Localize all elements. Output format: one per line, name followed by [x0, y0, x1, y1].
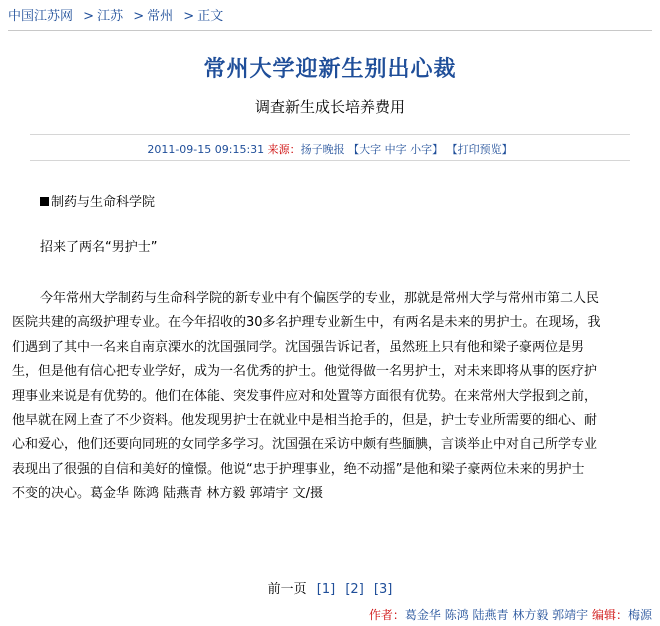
body-line: 生，但是他有信心把专业学好，成为一名优秀的护士。他觉得做一名男护士，对未来即将从事的医疗护	[12, 364, 598, 380]
breadcrumb-separator: >	[83, 9, 95, 24]
article-subtitle: 调查新生成长培养费用	[254, 98, 405, 116]
body-line: 不变的决心。葛金华 陈鸿 陆燕青 林方毅 郭靖宇 文/摄	[12, 486, 324, 502]
prev-page-link[interactable]: 前一页	[267, 582, 307, 597]
page-1-link[interactable]: [1]	[316, 582, 336, 597]
print-preview-button[interactable]: 【打印预览】	[446, 143, 513, 156]
breadcrumb-changzhou-link[interactable]: 常州	[147, 9, 174, 24]
article-body	[12, 287, 660, 507]
editor-label: 编辑：	[591, 608, 628, 622]
source-link[interactable]: 扬子晚报	[300, 143, 345, 156]
breadcrumb	[8, 6, 223, 28]
font-large-button[interactable]: 大字	[359, 143, 382, 156]
section-heading	[40, 191, 155, 210]
breadcrumb-home-link[interactable]: 中国江苏网	[8, 9, 74, 24]
breadcrumb-current: 正文	[197, 9, 224, 24]
breadcrumb-separator: >	[133, 9, 145, 24]
body-line: 理事业来说是有优势的。他们在体能、突发事件应对和处置等方面很有优势。在来常州大学报到之前，	[12, 388, 598, 404]
body-line: 他早就在网上查了不少资料。他发现男护士在就业中是相当抢手的，但是，护士专业所需要的细心、耐	[12, 413, 598, 429]
publish-date: 2011-09-15 09:15:31	[147, 143, 265, 156]
meta-divider-top	[30, 134, 630, 135]
font-small-button[interactable]: 小字	[410, 143, 433, 156]
page-3-link[interactable]: [3]	[373, 582, 393, 597]
author-label: 作者：	[368, 608, 405, 622]
article-meta	[0, 141, 660, 157]
breadcrumb-divider	[8, 30, 652, 31]
body-line: 们遇到了其中一名来自南京溧水的沈国强同学。沈国强告诉记者，虽然班上只有他和梁子豪两位是男	[12, 339, 585, 355]
meta-divider-bottom	[30, 160, 630, 161]
pagination	[0, 578, 660, 597]
body-line: 心和爱心，他们还要向同班的女同学多学习。沈国强在采访中颇有些腼腆，言谈举止中对自己所学专业	[12, 437, 598, 453]
article-credits	[369, 606, 652, 623]
author-names: 葛金华 陈鸿 陆燕青 林方毅 郭靖宇	[404, 608, 589, 622]
square-bullet-icon	[40, 197, 49, 206]
breadcrumb-jiangsu-link[interactable]: 江苏	[97, 9, 124, 24]
source-label: 来源：	[267, 143, 301, 156]
editor-name: 梅源	[627, 608, 652, 622]
body-line: 医院共建的高级护理专业。在今年招收的30多名护理专业新生中，有两名是未来的男护士。在现场，我	[12, 315, 601, 331]
font-medium-button[interactable]: 中字	[384, 143, 407, 156]
font-size-bracket-open: 【	[348, 143, 360, 156]
page-2-link[interactable]: [2]	[345, 582, 364, 597]
body-line: 今年常州大学制药与生命科学院的新专业中有个偏医学的专业，那就是常州大学与常州市第二人民	[40, 291, 600, 306]
breadcrumb-separator: >	[183, 9, 195, 24]
article-title: 常州大学迎新生别出心裁	[203, 57, 457, 82]
lead-paragraph: 招来了两名“男护士”	[40, 240, 158, 255]
body-line: 表现出了很强的自信和美好的憧憬。他说“忠于护理事业，绝不动摇”是他和梁子豪两位未来的男护士	[12, 461, 585, 477]
section-heading-text: 制药与生命科学院	[51, 195, 156, 210]
font-size-bracket-close: 】	[432, 143, 444, 156]
